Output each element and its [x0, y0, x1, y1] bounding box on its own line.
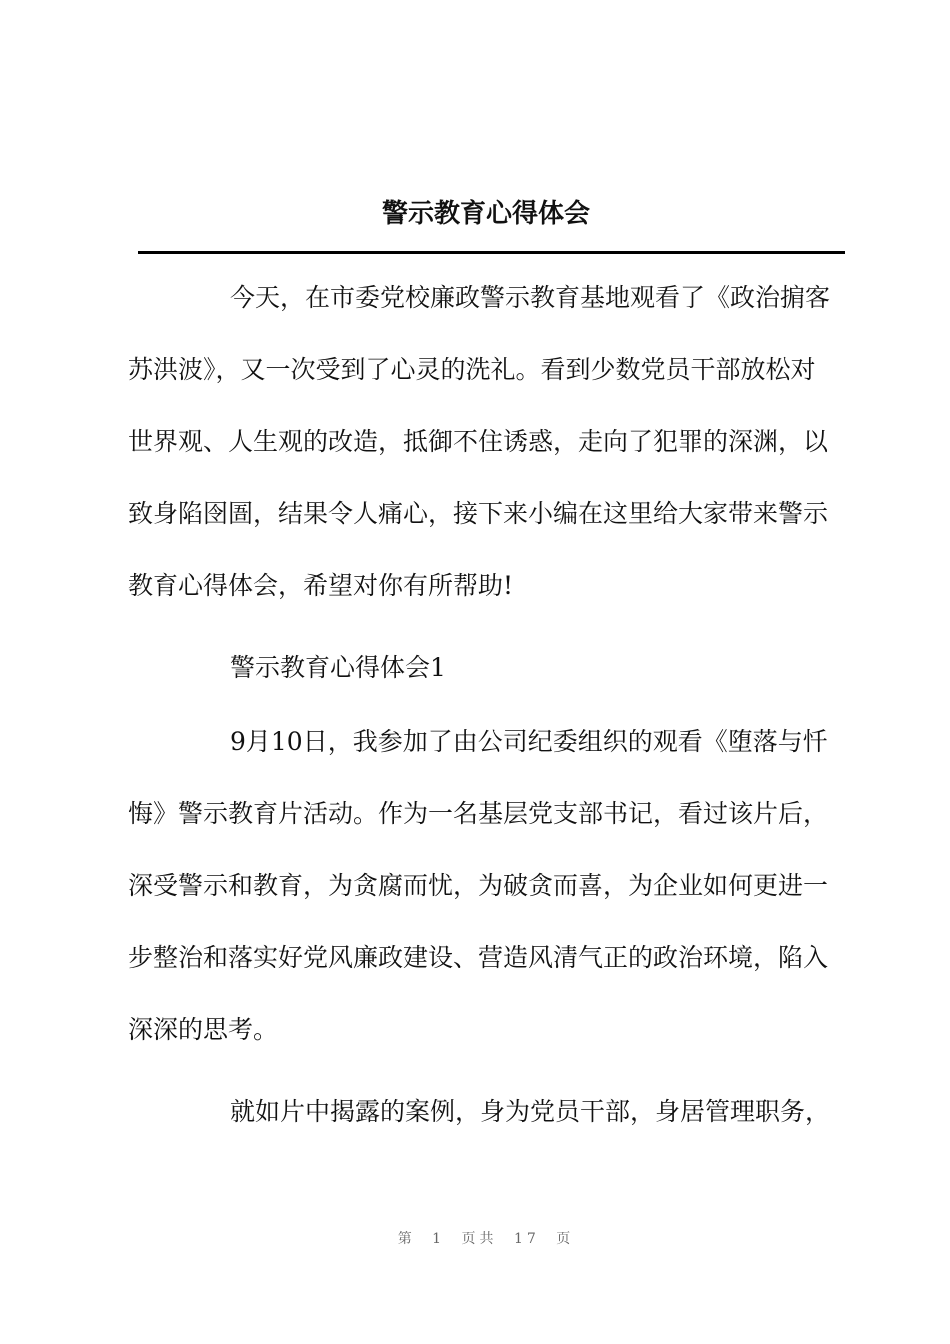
paragraph-body [128, 706, 844, 1066]
text-line: 步整治和落实好党风廉政建设、营造风清气正的政治环境，陷入 [128, 943, 829, 972]
text-line: 世界观、人生观的改造，抵御不住诱惑，走向了犯罪的深渊，以 [128, 427, 829, 456]
paragraph-intro [128, 262, 844, 622]
text-line: 深深的思考。 [128, 1015, 279, 1044]
text-line: 就如片中揭露的案例，身为党员干部，身居管理职务， [230, 1097, 831, 1126]
section-heading-text: 警示教育心得体会1 [230, 653, 446, 682]
page-footer: 第 1 页共 17 页 [397, 1231, 575, 1247]
text-line: 深受警示和教育，为贪腐而忧，为破贪而喜，为企业如何更进一 [128, 871, 829, 900]
text-line: 教育心得体会，希望对你有所帮助! [128, 571, 514, 600]
section-heading [128, 632, 844, 704]
text-line: 悔》警示教育片活动。作为一名基层党支部书记，看过该片后， [128, 799, 829, 828]
text-line: 今天，在市委党校廉政警示教育基地观看了《政治掮客 [230, 283, 831, 312]
text-line: 苏洪波》，又一次受到了心灵的洗礼。看到少数党员干部放松对 [128, 355, 816, 384]
paragraph-body [128, 1076, 844, 1148]
text-line: 9月10日，我参加了由公司纪委组织的观看《堕落与忏 [230, 727, 828, 756]
title-underline [138, 251, 845, 254]
text-line: 致身陷囹圄，结果令人痛心，接下来小编在这里给大家带来警示 [128, 499, 829, 528]
document-title: 警示教育心得体会 [381, 199, 590, 229]
